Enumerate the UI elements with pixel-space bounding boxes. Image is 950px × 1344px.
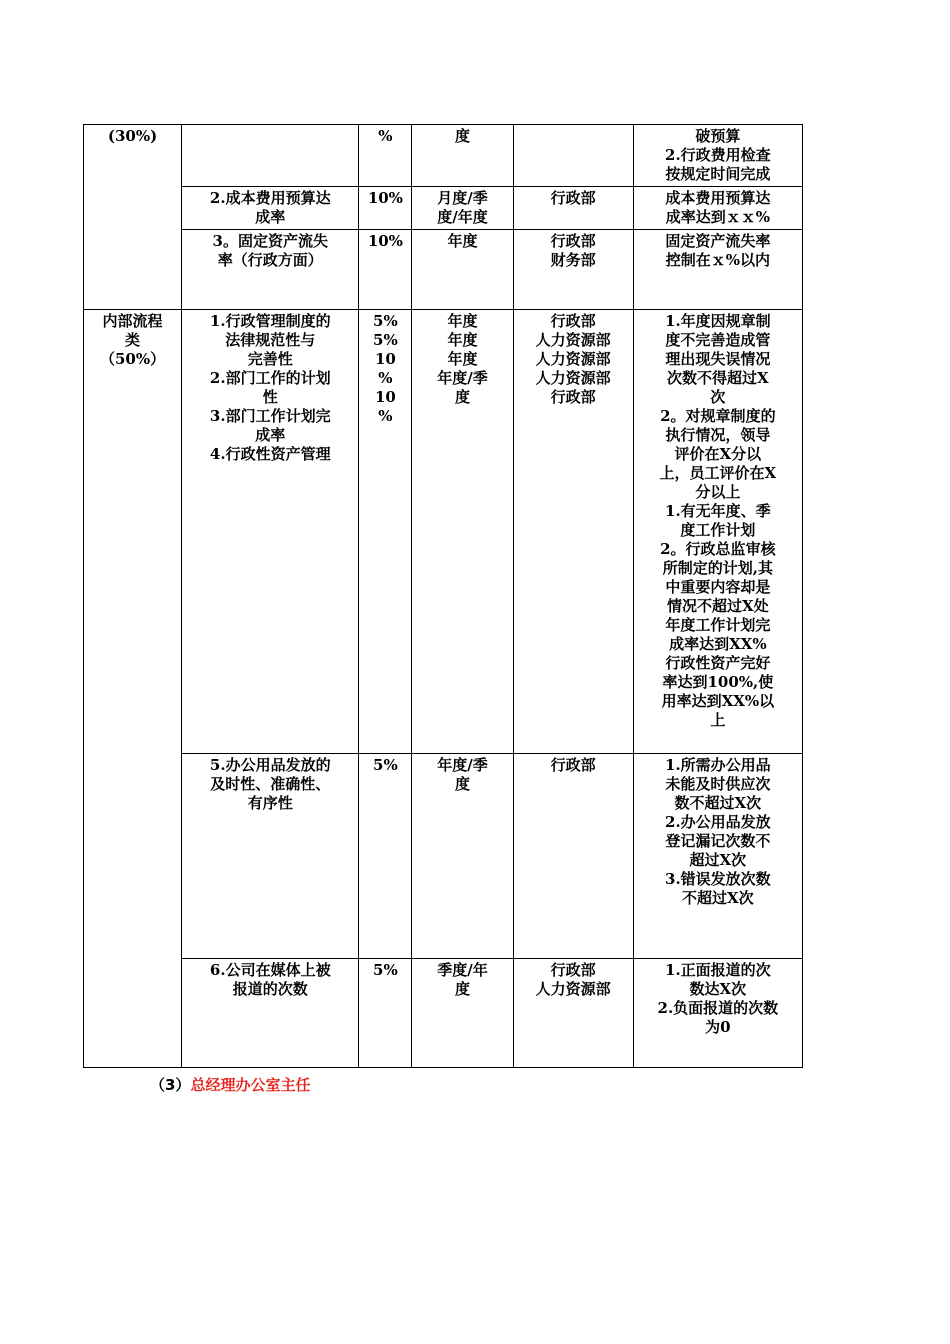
- dept-cell: [513, 230, 633, 310]
- indicator-line: 6.公司在媒体上被: [209, 961, 331, 979]
- indicator-line: 2.成本费用预算达: [209, 189, 331, 207]
- category-line: 类: [125, 331, 141, 349]
- weight-line: 10: [374, 350, 396, 368]
- standard-cell: [633, 754, 802, 959]
- standard-line: 中重要内容却是: [665, 578, 771, 596]
- weight-cell: [359, 230, 412, 310]
- dept-line: 行政部: [550, 756, 596, 774]
- indicator-line: 法律规范性与: [225, 331, 316, 349]
- standard-line: 超过X次: [689, 851, 747, 869]
- indicator-cell: [182, 959, 359, 1068]
- standard-line: 数不超过X次: [674, 794, 762, 812]
- dept-line: 人力资源部: [535, 369, 611, 387]
- standard-line: 2.负面报道的次数: [657, 999, 779, 1017]
- category-cell: [84, 754, 182, 959]
- standard-line: 分以上: [695, 483, 741, 501]
- dept-cell: [513, 187, 633, 230]
- standard-line: 行政性资产完好: [665, 654, 771, 672]
- standard-cell: [633, 187, 802, 230]
- indicator-line: 及时性、准确性、: [210, 775, 331, 793]
- category-cell: [84, 125, 182, 187]
- cycle-line: 年度: [447, 331, 478, 349]
- indicator-line: 报道的次数: [232, 980, 308, 998]
- standard-line: 率达到100%,使: [662, 673, 774, 691]
- indicator-line: 成率: [255, 426, 286, 444]
- indicator-line: 1.行政管理制度的: [209, 312, 331, 330]
- indicator-cell: [182, 310, 359, 754]
- dept-line: 行政部: [550, 961, 596, 979]
- cycle-cell: [412, 187, 513, 230]
- cycle-line: 年度: [447, 350, 478, 368]
- standard-line: 年度工作计划完: [665, 616, 771, 634]
- weight-cell: [359, 187, 412, 230]
- cycle-cell: [412, 125, 513, 187]
- section-heading: [150, 1074, 310, 1095]
- indicator-line: 3.部门工作计划完: [209, 407, 331, 425]
- category-cell: [84, 959, 182, 1068]
- standard-line: 理出现失误情况: [665, 350, 771, 368]
- indicator-line: 成率: [255, 208, 286, 226]
- standard-line: 1.年度因规章制: [665, 312, 771, 330]
- dept-line: 行政部: [550, 312, 596, 330]
- dept-line: 人力资源部: [535, 350, 611, 368]
- category-cell: [84, 187, 182, 230]
- weight-line: 10%: [367, 232, 403, 250]
- cycle-line: 度: [454, 388, 470, 406]
- standard-line: 不超过X次: [682, 889, 754, 907]
- standard-cell: [633, 230, 802, 310]
- indicator-line: 率（行政方面）: [217, 251, 323, 269]
- weight-line: %: [378, 127, 393, 145]
- cycle-line: 年度/季: [437, 756, 488, 774]
- standard-line: 破预算: [695, 127, 741, 145]
- standard-line: 成率达到XX%: [669, 635, 767, 653]
- standard-line: 次: [710, 388, 726, 406]
- standard-line: 1.所需办公用品: [665, 756, 771, 774]
- standard-line: 1.正面报道的次: [665, 961, 771, 979]
- cycle-cell: [412, 310, 513, 754]
- indicator-cell: [182, 230, 359, 310]
- weight-cell: [359, 754, 412, 959]
- indicator-line: 性: [262, 388, 278, 406]
- indicator-line: 有序性: [247, 794, 293, 812]
- dept-line: 财务部: [550, 251, 596, 269]
- section-title: 总经理办公室主任: [190, 1076, 311, 1094]
- category-line: (30%): [107, 127, 158, 145]
- table-row: [84, 959, 803, 1068]
- indicator-line: 3。固定资产流失: [212, 232, 328, 250]
- section-number: （3）: [150, 1076, 191, 1094]
- standard-line: 控制在ｘ%以内: [665, 251, 770, 269]
- standard-line: 未能及时供应次: [665, 775, 771, 793]
- standard-line: 次数不得超过X: [667, 369, 769, 387]
- standard-line: 成本费用预算达: [665, 189, 771, 207]
- standard-line: 评价在X分以: [674, 445, 762, 463]
- kpi-table: [83, 124, 803, 1068]
- category-line: （50%）: [99, 350, 166, 368]
- weight-line: %: [378, 407, 393, 425]
- table-row: [84, 125, 803, 187]
- standard-line: 数达X次: [689, 980, 747, 998]
- standard-line: 2。行政总监审核: [660, 540, 776, 558]
- weight-cell: [359, 310, 412, 754]
- cycle-line: 年度: [447, 232, 478, 250]
- table-row: [84, 187, 803, 230]
- standard-line: 为0: [705, 1018, 731, 1036]
- cycle-line: 度: [454, 127, 470, 145]
- dept-cell: [513, 310, 633, 754]
- indicator-cell: [182, 754, 359, 959]
- standard-cell: [633, 125, 802, 187]
- weight-cell: [359, 125, 412, 187]
- category-cell: [84, 230, 182, 310]
- standard-line: 所制定的计划,其: [662, 559, 773, 577]
- weight-line: 5%: [373, 961, 398, 979]
- dept-line: 行政部: [550, 189, 596, 207]
- indicator-cell: [182, 125, 359, 187]
- dept-line: 行政部: [550, 388, 596, 406]
- dept-cell: [513, 754, 633, 959]
- dept-line: 人力资源部: [535, 980, 611, 998]
- cycle-line: 年度: [447, 312, 478, 330]
- standard-line: 成率达到ｘｘ%: [665, 208, 770, 226]
- standard-line: 情况不超过X处: [667, 597, 769, 615]
- table-row: [84, 754, 803, 959]
- standard-line: 用率达到XX%以: [661, 692, 775, 710]
- cycle-line: 度: [454, 775, 470, 793]
- table-row: [84, 230, 803, 310]
- standard-line: 上: [710, 711, 726, 729]
- cycle-cell: [412, 230, 513, 310]
- weight-line: 5%: [373, 331, 398, 349]
- standard-line: 2。对规章制度的: [660, 407, 776, 425]
- weight-line: 5%: [373, 756, 398, 774]
- indicator-line: 2.部门工作的计划: [209, 369, 331, 387]
- standard-line: 固定资产流失率: [665, 232, 771, 250]
- standard-cell: [633, 310, 802, 754]
- cycle-cell: [412, 754, 513, 959]
- dept-cell: [513, 125, 633, 187]
- standard-line: 2.办公用品发放: [665, 813, 771, 831]
- standard-line: 3.错误发放次数: [665, 870, 771, 888]
- weight-line: 10%: [367, 189, 403, 207]
- standard-line: 度不完善造成管: [665, 331, 771, 349]
- cycle-cell: [412, 959, 513, 1068]
- standard-line: 上，员工评价在X: [659, 464, 777, 482]
- weight-line: 5%: [373, 312, 398, 330]
- standard-line: 登记漏记次数不: [665, 832, 771, 850]
- cycle-line: 季度/年: [437, 961, 488, 979]
- table-row: [84, 310, 803, 754]
- cycle-line: 度: [454, 980, 470, 998]
- standard-line: 度工作计划: [680, 521, 756, 539]
- weight-line: %: [378, 369, 393, 387]
- standard-line: 1.有无年度、季: [665, 502, 771, 520]
- cycle-line: 度/年度: [437, 208, 488, 226]
- standard-line: 执行情况，领导: [665, 426, 771, 444]
- weight-cell: [359, 959, 412, 1068]
- category-line: 内部流程: [102, 312, 163, 330]
- weight-line: 10: [374, 388, 396, 406]
- indicator-line: 5.办公用品发放的: [209, 756, 331, 774]
- category-cell: [84, 310, 182, 754]
- dept-line: 人力资源部: [535, 331, 611, 349]
- indicator-cell: [182, 187, 359, 230]
- indicator-line: 完善性: [247, 350, 293, 368]
- indicator-line: 4.行政性资产管理: [209, 445, 331, 463]
- dept-cell: [513, 959, 633, 1068]
- dept-line: 行政部: [550, 232, 596, 250]
- cycle-line: 年度/季: [437, 369, 488, 387]
- standard-cell: [633, 959, 802, 1068]
- standard-line: 按规定时间完成: [665, 165, 771, 183]
- standard-line: 2.行政费用检查: [665, 146, 771, 164]
- cycle-line: 月度/季: [437, 189, 488, 207]
